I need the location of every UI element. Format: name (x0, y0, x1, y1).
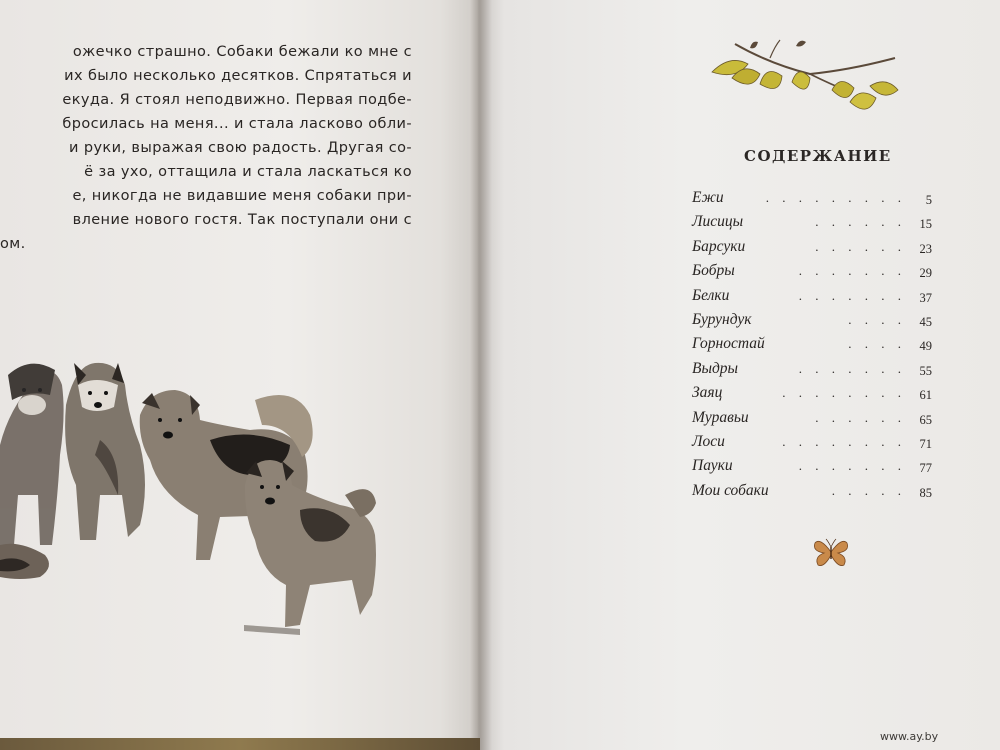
toc-entry[interactable] (692, 406, 942, 430)
toc-leader-dots: . . . . . . (815, 238, 906, 254)
toc-entry-page: 55 (919, 363, 932, 378)
toc-entry-title: Барсуки (692, 237, 746, 255)
toc-leader-dots: . . . . (848, 311, 906, 327)
toc-title: СОДЕРЖАНИЕ (744, 147, 892, 165)
toc-leader-dots: . . . . . . . . (782, 433, 906, 449)
text-line: ом. (0, 236, 26, 252)
toc-entry-page: 45 (919, 314, 932, 329)
watermark: www.ay.by (880, 730, 939, 743)
toc-entry[interactable] (692, 479, 942, 503)
toc-entry[interactable] (692, 284, 942, 308)
toc-entry-page: 61 (919, 388, 932, 403)
toc-leader-dots: . . . . . (831, 482, 906, 498)
dogs-illustration (0, 345, 400, 645)
birch-twig-illustration (700, 34, 910, 130)
toc-entry-page: 77 (919, 461, 932, 476)
toc-entry[interactable] (692, 186, 942, 210)
toc-entry[interactable] (692, 381, 942, 405)
text-line: ё за ухо, оттащила и стала ласкаться ко (84, 164, 412, 180)
text-line: бросилась на меня... и стала ласково обли- (62, 116, 412, 132)
text-line: ожечко страшно. Собаки бежали ко мне с (72, 44, 412, 60)
toc-entry-title: Бурундук (692, 310, 752, 328)
toc-entry[interactable] (692, 308, 942, 332)
toc-entry[interactable] (692, 259, 942, 283)
toc-leader-dots: . . . . . . (815, 214, 906, 230)
table-edge (0, 738, 480, 750)
dog-front-puppy (244, 460, 376, 635)
toc-entry-title: Мои собаки (692, 481, 769, 499)
text-line: их было несколько десятков. Спрятаться и (64, 68, 412, 84)
toc-leader-dots: . . . . (848, 336, 906, 352)
toc-entry-title: Бобры (692, 262, 735, 280)
toc-entry-title: Ежи (692, 189, 724, 206)
toc-entry-title: Муравьи (692, 408, 749, 426)
toc-entry-title: Пауки (692, 457, 733, 475)
toc-leader-dots: . . . . . . . (798, 287, 906, 303)
toc-entry-title: Лоси (692, 432, 725, 450)
toc-entry-title: Белки (692, 286, 730, 304)
toc-entry-title: Заяц (692, 384, 723, 402)
toc-entry-page: 29 (919, 266, 932, 281)
text-line: е, никогда не видавшие меня собаки при- (72, 188, 412, 204)
toc-leader-dots: . . . . . . . . (782, 385, 906, 401)
text-line: екуда. Я стоял неподвижно. Первая подбе- (62, 92, 412, 108)
toc-entry-page: 15 (919, 217, 932, 232)
left-page (0, 0, 478, 742)
toc-leader-dots: . . . . . . . (798, 263, 906, 279)
dog-second (65, 363, 145, 540)
toc-entry[interactable] (692, 357, 942, 381)
toc-leader-dots: . . . . . . . (798, 458, 906, 474)
toc-entry[interactable] (692, 430, 942, 454)
toc-entry-page: 65 (919, 412, 932, 427)
toc-entry-page: 23 (919, 241, 932, 256)
toc-entry[interactable] (692, 210, 942, 234)
toc-entry-page: 49 (919, 339, 932, 354)
toc-entry-title: Лисицы (692, 213, 744, 231)
text-line: вление нового гостя. Так поступали они с (72, 212, 412, 228)
table-of-contents (692, 186, 942, 503)
butterfly-icon (812, 535, 850, 569)
toc-entry-page: 71 (919, 436, 932, 451)
toc-entry-title: Горностай (692, 335, 765, 353)
toc-entry[interactable] (692, 235, 942, 259)
toc-leader-dots: . . . . . . . . . (765, 190, 906, 205)
toc-entry[interactable] (692, 454, 942, 478)
toc-entry[interactable] (692, 332, 942, 356)
toc-entry-page: 85 (919, 485, 932, 500)
dog-far-left (0, 364, 64, 545)
toc-entry-page: 37 (919, 290, 932, 305)
toc-leader-dots: . . . . . . . (798, 360, 906, 376)
toc-entry-title: Выдры (692, 359, 739, 377)
book-gutter (470, 0, 492, 750)
toc-entry-page: 5 (925, 193, 932, 207)
text-line: и руки, выражая свою радость. Другая со- (69, 140, 412, 156)
lying-dog-fragment (0, 544, 49, 579)
body-text (0, 40, 412, 256)
toc-leader-dots: . . . . . . (815, 409, 906, 425)
